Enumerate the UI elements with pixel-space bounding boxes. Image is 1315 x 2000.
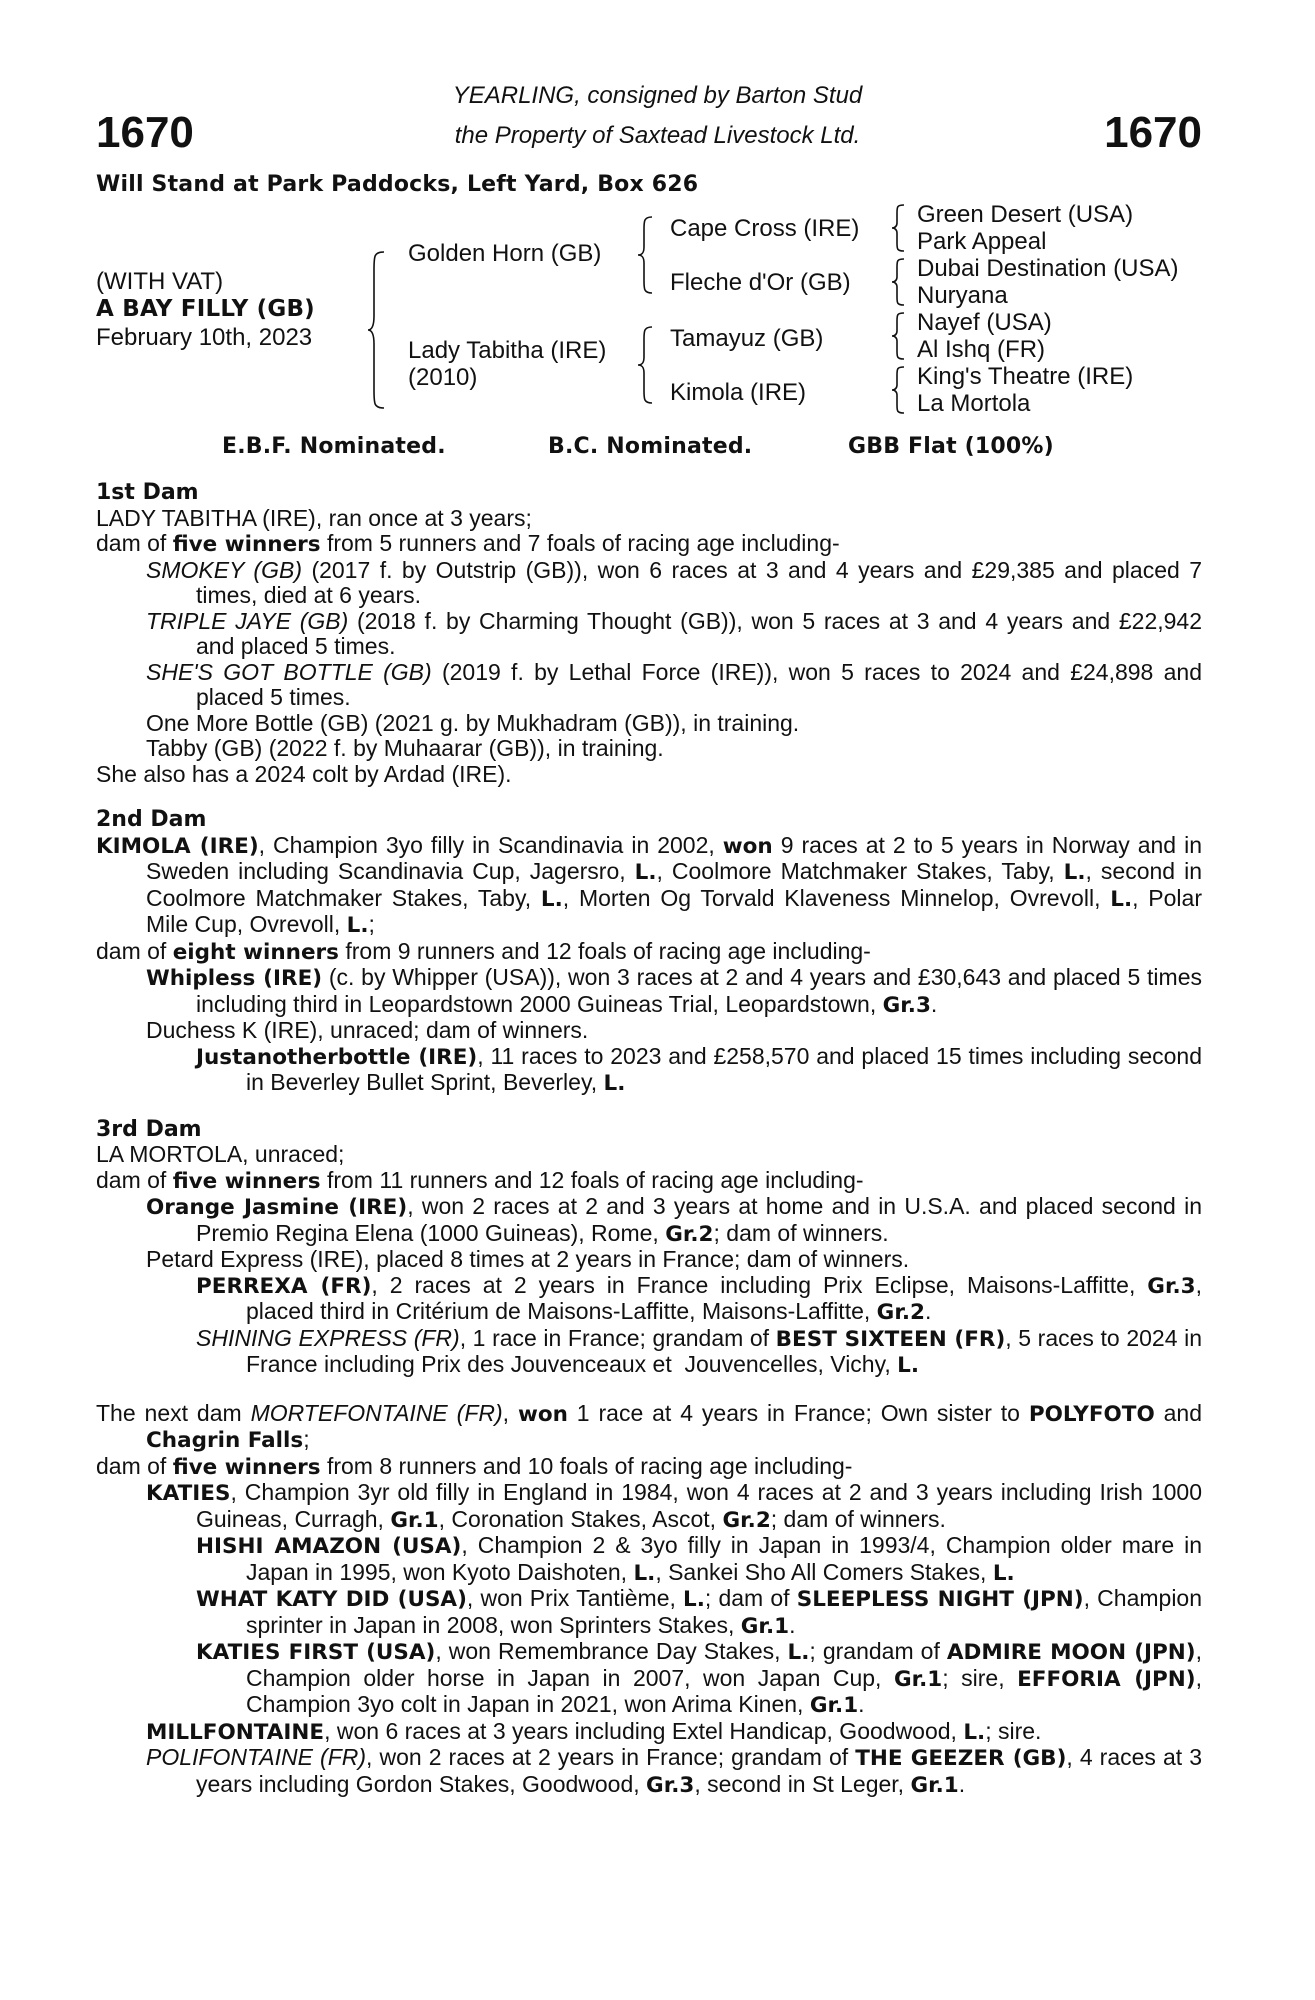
third-dam-heading: 3rd Dam	[96, 1116, 202, 1142]
pedigree-g7: King's Theatre (IRE)	[917, 363, 1134, 390]
first-dam-text: LADY TABITHA (IRE), ran once at 3 years;	[96, 504, 532, 531]
produce-millfontaine: MILLFONTAINE, won 6 races at 3 years including Extel Handicap, Goodwood, L.; sire.	[146, 1717, 1042, 1745]
produce-duchess-k: Duchess K (IRE), unraced; dam of winners.	[146, 1017, 589, 1043]
catalogue-body	[96, 480, 1202, 1798]
horse-name: A BAY FILLY (GB)	[96, 296, 315, 322]
brace-g3	[892, 311, 906, 361]
produce-one-more-bottle: One More Bottle (GB) (2021 g. by Mukhadram (GB)), in training.	[146, 709, 800, 736]
produce-orange-jasmine: Orange Jasmine (IRE), won 2 races at 2 and 3 years at home and in U.S.A. and placed second in Premio Regina Elena (1000 Guineas), Rome, Gr.2; dam of winners.	[146, 1193, 1202, 1247]
foaling-date: February 10th, 2023	[96, 324, 313, 351]
pedigree-sire-dam: Fleche d'Or (GB)	[670, 269, 851, 296]
lot-number-right: 1670	[1104, 108, 1202, 157]
brace-g2	[892, 257, 906, 307]
brace-main	[368, 250, 388, 410]
produce-whipless: Whipless (IRE) (c. by Whipper (USA)), won 3 races at 2 and 4 years and £30,643 and placed 5 times including third in Leopardstown 2000 Guineas Trial, Leopardstown, Gr.3.	[146, 964, 1202, 1018]
produce-tabby: Tabby (GB) (2022 f. by Muhaarar (GB)), in training.	[146, 735, 664, 761]
brace-dam	[638, 325, 654, 405]
produce-shining-express: SHINING EXPRESS (FR), 1 race in France; grandam of BEST SIXTEEN (FR), 5 races to 2024 in France including Prix des Jouvenceaux et Jouvencelles, Vichy, L.	[196, 1324, 1202, 1378]
produce-shes-got-bottle: SHE'S GOT BOTTLE (GB) (2019 f. by Lethal Force (IRE)), won 5 races to 2024 and £24,898 and placed 5 times.	[146, 658, 1202, 710]
brace-sire	[638, 215, 654, 295]
pedigree-g4: Nuryana	[917, 282, 1008, 309]
pedigree-g8: La Mortola	[917, 390, 1031, 417]
second-dam-produce-summary: dam of eight winners from 9 runners and 12 foals of racing age including-	[96, 937, 871, 965]
pedigree-g6: Al Ishq (FR)	[917, 336, 1046, 363]
produce-triple-jaye: TRIPLE JAYE (GB) (2018 f. by Charming Thought (GB)), won 5 races at 3 and 4 years and £22,942 and placed 5 times.	[146, 607, 1202, 659]
produce-justanotherbottle: Justanotherbottle (IRE), 11 races to 2023 and £258,570 and placed 15 times including second in Beverley Bullet Sprint, Beverley, L.	[196, 1042, 1203, 1096]
next-dam-text: The next dam MORTEFONTAINE (FR), won 1 race at 4 years in France; Own sister to POLYFOTO and Chagrin Falls;	[96, 1399, 1203, 1453]
stand-location: Will Stand at Park Paddocks, Left Yard, Box 626	[96, 172, 699, 197]
property-line: the Property of Saxtead Livestock Ltd.	[454, 122, 861, 149]
bc-nominated: B.C. Nominated.	[548, 434, 753, 459]
pedigree-sire: Golden Horn (GB)	[408, 240, 602, 267]
pedigree-g2: Park Appeal	[917, 228, 1047, 255]
produce-katies-first: KATIES FIRST (USA), won Remembrance Day Stakes, L.; grandam of ADMIRE MOON (JPN), Champion older horse in Japan in 2007, won Japan Cup, Gr.1; sire, EFFORIA (JPN), Champion 3yo colt in Japan in 2021, won Arima Kinen, Gr.1.	[196, 1638, 1203, 1718]
pedigree-sire-sire: Cape Cross (IRE)	[670, 215, 860, 242]
vat-label: (WITH VAT)	[96, 268, 224, 295]
third-dam-produce-summary: dam of five winners from 11 runners and 12 foals of racing age including-	[96, 1166, 864, 1194]
produce-what-katy-did: WHAT KATY DID (USA), won Prix Tantième, L.; dam of SLEEPLESS NIGHT (JPN), Champion sprinter in Japan in 2008, won Sprinters Stakes, Gr.1.	[196, 1585, 1203, 1639]
second-dam-text: KIMOLA (IRE), Champion 3yo filly in Scandinavia in 2002, won 9 races at 2 to 5 years in Norway and in Sweden including Scandinavia Cup, Jagersro, L., Coolmore Matchmaker Stakes, Taby, L., second in Coolmore Matchmaker Stakes, Taby, L., Morten Og Torvald Klaveness Minnelop, Ovrevoll, L., Polar Mile Cup, Ovrevoll, L.;	[96, 831, 1202, 938]
pedigree-dam-year: (2010)	[408, 364, 478, 391]
pedigree-g5: Nayef (USA)	[917, 309, 1052, 336]
pedigree-dam-sire: Tamayuz (GB)	[670, 325, 824, 352]
pedigree-g3: Dubai Destination (USA)	[917, 255, 1179, 282]
second-dam-heading: 2nd Dam	[96, 807, 207, 832]
produce-2024-colt: She also has a 2024 colt by Ardad (IRE).	[96, 760, 512, 787]
produce-polifontaine: POLIFONTAINE (FR), won 2 races at 2 years in France; grandam of THE GEEZER (GB), 4 races at 3 years including Gordon Stakes, Goodwood, Gr.3, second in St Leger, Gr.1.	[146, 1744, 1202, 1798]
produce-katies: KATIES, Champion 3yr old filly in England in 1984, won 4 races at 2 and 3 years including Irish 1000 Guineas, Curragh, Gr.1, Coronation Stakes, Ascot, Gr.2; dam of winners.	[146, 1479, 1202, 1533]
gbb-flat: GBB Flat (100%)	[848, 434, 1054, 459]
produce-perrexa: PERREXA (FR), 2 races at 2 years in France including Prix Eclipse, Maisons-Laffitte, Gr.3, placed third in Critérium de Maisons-Laffitte, Maisons-Laffitte, Gr.2.	[196, 1271, 1202, 1325]
consignor-line: YEARLING, consigned by Barton Stud	[452, 82, 863, 109]
produce-smokey: SMOKEY (GB) (2017 f. by Outstrip (GB)), won 6 races at 3 and 4 years and £29,385 and placed 7 times, died at 6 years.	[146, 556, 1203, 608]
lot-number-left: 1670	[96, 108, 194, 157]
third-dam-text: LA MORTOLA, unraced;	[96, 1141, 345, 1167]
pedigree-g1: Green Desert (USA)	[917, 201, 1134, 228]
produce-petard-express: Petard Express (IRE), placed 8 times at 2 years in France; dam of winners.	[146, 1246, 910, 1272]
pedigree-dam-dam: Kimola (IRE)	[670, 379, 807, 406]
pedigree-dam: Lady Tabitha (IRE)	[408, 337, 607, 364]
first-dam-produce-summary: dam of five winners from 5 runners and 7 foals of racing age including-	[96, 530, 840, 557]
ebf-nominated: E.B.F. Nominated.	[222, 434, 446, 459]
brace-g1	[892, 203, 906, 253]
produce-hishi-amazon: HISHI AMAZON (USA), Champion 2 & 3yo filly in Japan in 1993/4, Champion older mare in Japan in 1995, won Kyoto Daishoten, L., Sankei Sho All Comers Stakes, L.	[196, 1532, 1202, 1586]
first-dam-heading: 1st Dam	[96, 480, 199, 505]
next-dam-produce-summary: dam of five winners from 8 runners and 10 foals of racing age including-	[96, 1452, 853, 1480]
brace-g4	[892, 365, 906, 415]
